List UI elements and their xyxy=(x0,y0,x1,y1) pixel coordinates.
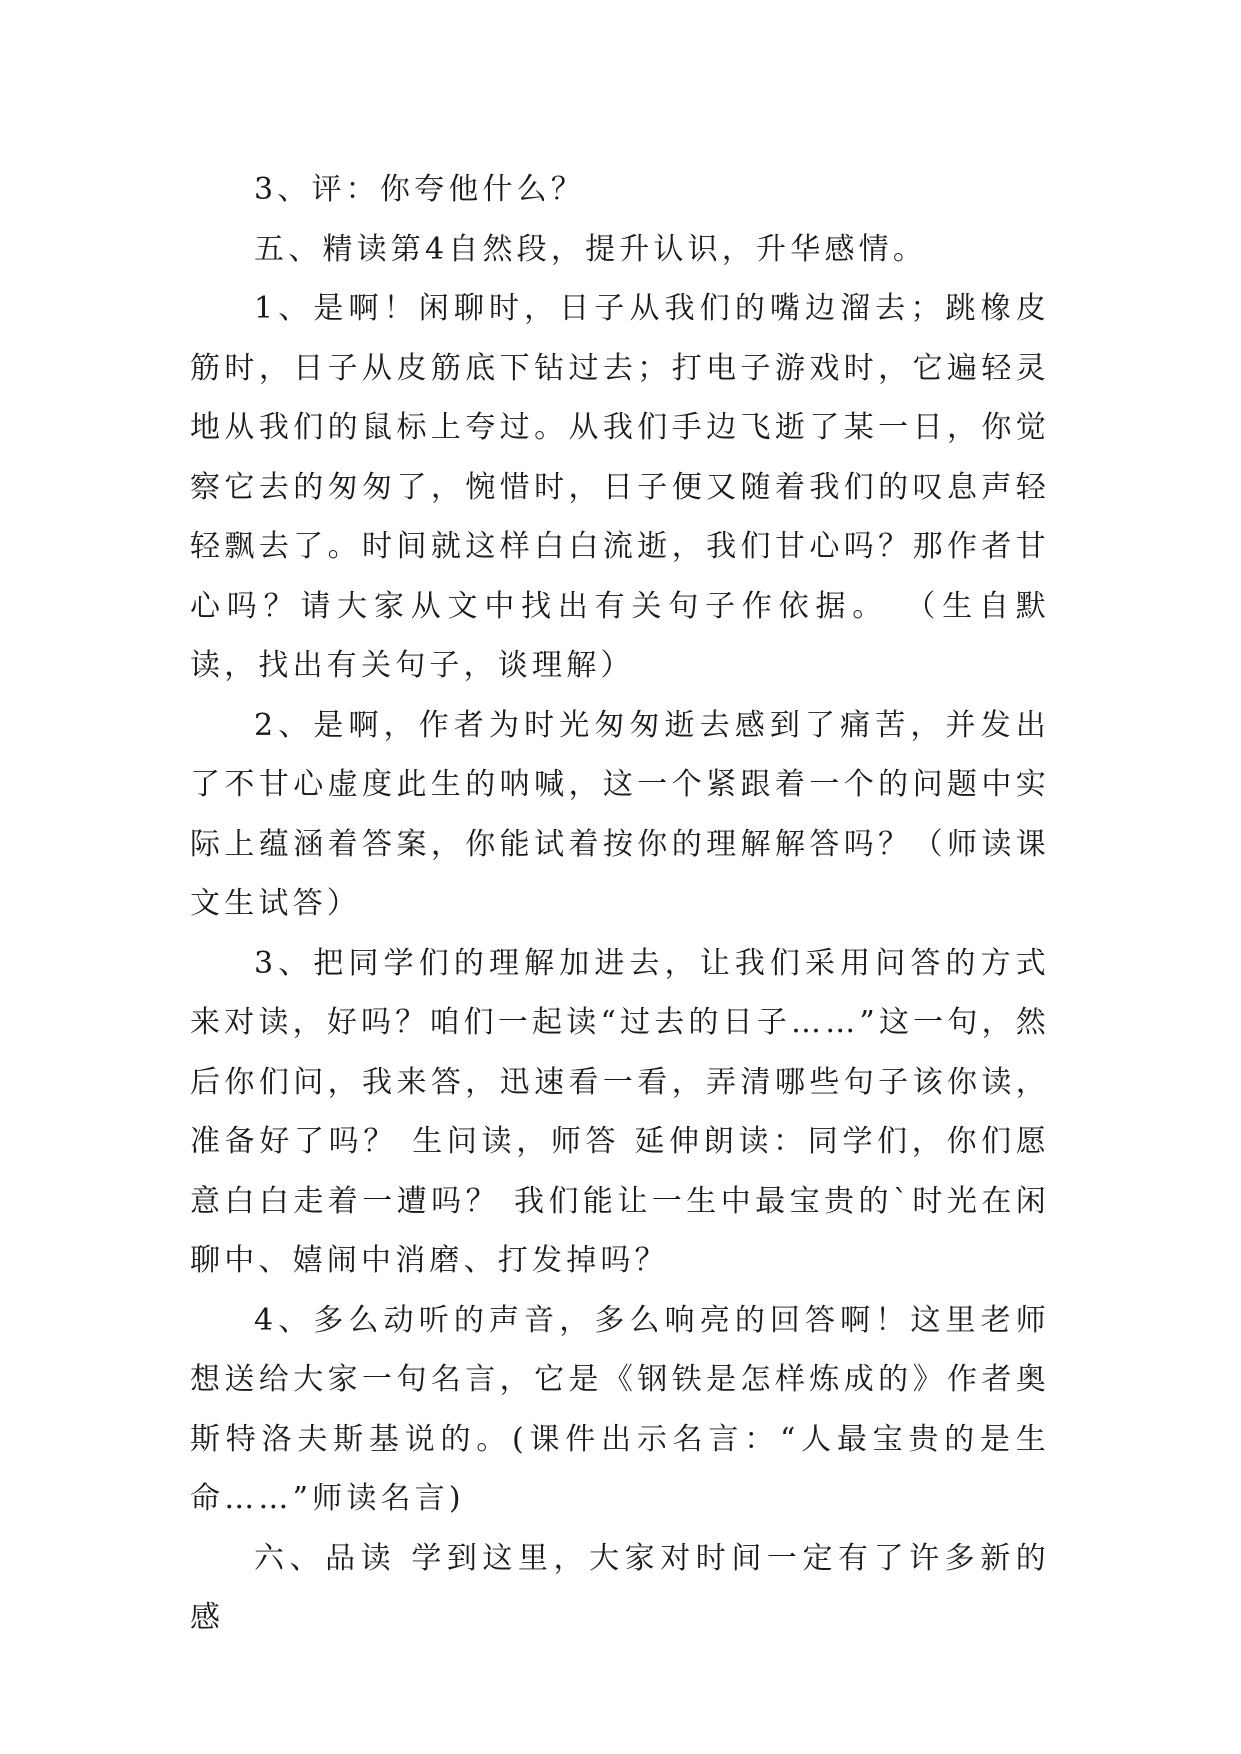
paragraph-item-4: 4、多么动听的声音，多么响亮的回答啊！这里老师想送给大家一句名言，它是《钢铁是怎样炼成的》作者奥斯特洛夫斯基说的。(课件出示名言：“人最宝贵的是生命……”师读名言) xyxy=(190,1302,1050,1516)
paragraph-item-3: 3、把同学们的理解加进去，让我们采用问答的方式来对读，好吗？咱们一起读“过去的日子……”这一句，然后你们问，我来答，迅速看一看，弄清哪些句子该你读，准备好了吗？ 生问读，师答 延伸朗读：同学们，你们愿意白白走着一遭吗？ 我们能让一生中最宝贵的`时光在闲聊中、嬉闹中消磨、打发掉吗？ xyxy=(190,945,1050,1278)
paragraph-item-2: 2、是啊，作者为时光匆匆逝去感到了痛苦，并发出了不甘心虚度此生的呐喊，这一个紧跟着一个的问题中实际上蕴涵着答案，你能试着按你的理解解答吗？（师读课文生试答） xyxy=(190,707,1050,921)
paragraph-section-six: 六、品读 学到这里，大家对时间一定有了许多新的感 xyxy=(190,1540,1050,1635)
paragraph-evaluate: 3、评：你夸他什么？ xyxy=(254,172,586,207)
paragraph-section-five: 五、精读第4自然段，提升认识，升华感情。 xyxy=(254,231,928,267)
paragraph-item-1: 1、是啊！闲聊时，日子从我们的嘴边溜去；跳橡皮筋时，日子从皮筋底下钻过去；打电子游戏时，它遍轻灵地从我们的鼠标上夸过。从我们手边飞逝了某一日，你觉察它去的匆匆了，惋惜时，日子便又随着我们的叹息声轻轻飘去了。时间就这样白白流逝，我们甘心吗？那作者甘心吗？请大家从文中找出有关句子作依据。 （生自默读，找出有关句子，谈理解） xyxy=(190,291,1050,683)
document-page xyxy=(190,160,1050,1648)
